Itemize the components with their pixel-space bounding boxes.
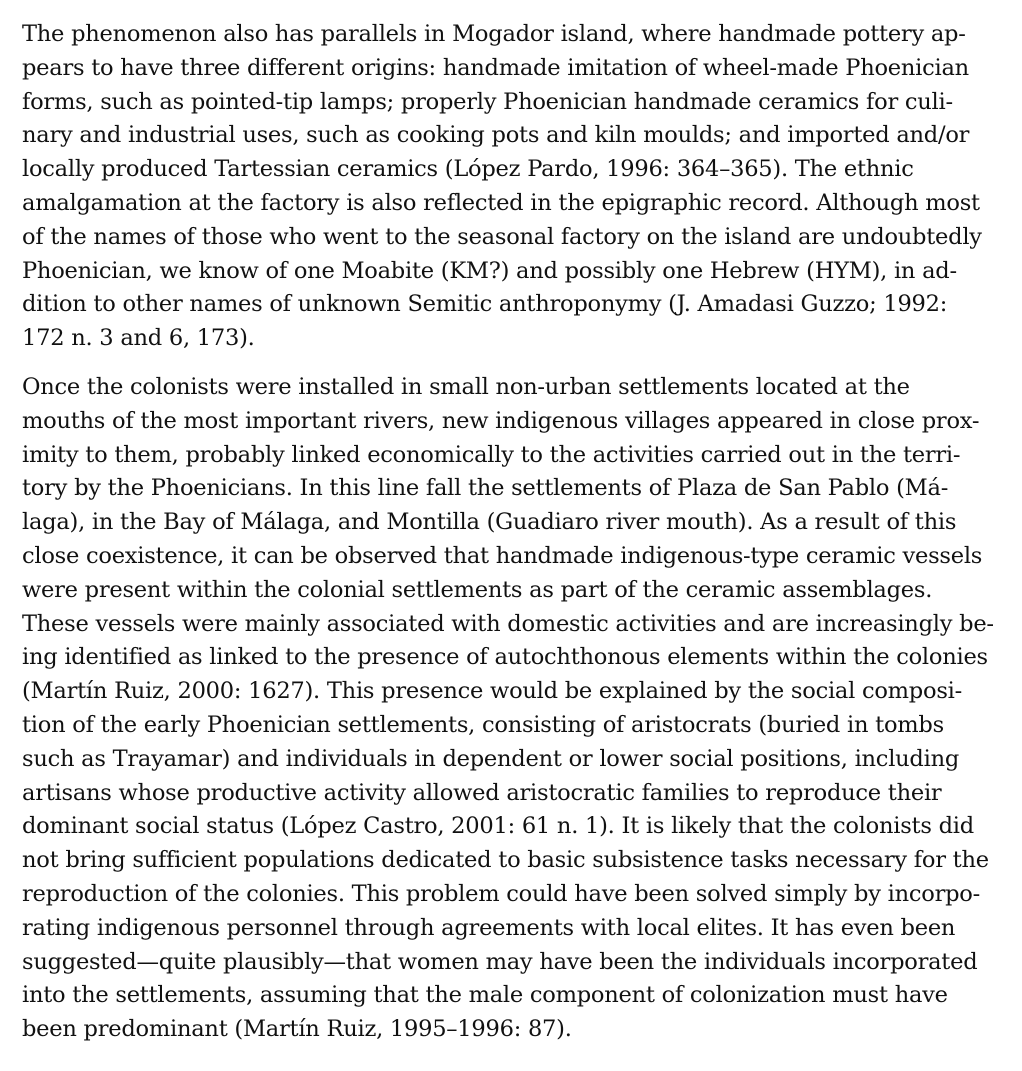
document-page bbox=[22, 18, 1002, 1047]
text-line: 172 n. 3 and 6, 173). bbox=[22, 325, 255, 352]
text-line: locally produced Tartessian ceramics (López Pardo, 1996: 364–365). The ethnic bbox=[22, 156, 914, 183]
text-line: of the names of those who went to the seasonal factory on the island are undoubtedly bbox=[22, 223, 982, 250]
text-line: pears to have three different origins: handmade imitation of wheel-made Phoenician bbox=[22, 54, 969, 81]
text-line: mouths of the most important rivers, new indigenous villages appeared in close prox- bbox=[22, 407, 980, 434]
text-line: dition to other names of unknown Semitic anthroponymy (J. Amadasi Guzzo; 1992: bbox=[22, 291, 948, 318]
paragraph-colonists bbox=[22, 371, 1002, 1047]
text-line: These vessels were mainly associated with domestic activities and are increasingly be- bbox=[22, 610, 994, 637]
text-line: not bring sufficient populations dedicated to basic subsistence tasks necessary for the bbox=[22, 847, 989, 874]
text-line: reproduction of the colonies. This problem could have been solved simply by incorpo- bbox=[22, 880, 980, 907]
text-line: been predominant (Martín Ruiz, 1995–1996: 87). bbox=[22, 1016, 572, 1043]
text-line: into the settlements, assuming that the male component of colonization must have bbox=[22, 982, 948, 1009]
text-line: suggested—quite plausibly—that women may have been the individuals incorporated bbox=[22, 948, 978, 975]
text-line: nary and industrial uses, such as cooking pots and kiln moulds; and imported and/or bbox=[22, 122, 970, 149]
text-line: The phenomenon also has parallels in Mogador island, where handmade pottery ap- bbox=[22, 21, 966, 47]
text-line: forms, such as pointed-tip lamps; properly Phoenician handmade ceramics for culi- bbox=[22, 88, 953, 115]
text-line: dominant social status (López Castro, 2001: 61 n. 1). It is likely that the colonists did bbox=[22, 813, 974, 840]
text-line: artisans whose productive activity allowed aristocratic families to reproduce their bbox=[22, 779, 942, 806]
text-line: tory by the Phoenicians. In this line fall the settlements of Plaza de San Pablo (Má- bbox=[22, 475, 949, 502]
text-line: Once the colonists were installed in small non-urban settlements located at the bbox=[22, 373, 910, 400]
text-line: such as Trayamar) and individuals in dependent or lower social positions, including bbox=[22, 745, 960, 772]
text-line: close coexistence, it can be observed that handmade indigenous-type ceramic vessels bbox=[22, 542, 983, 569]
text-line: rating indigenous personnel through agreements with local elites. It has even been bbox=[22, 914, 956, 941]
text-line: imity to them, probably linked economically to the activities carried out in the terri- bbox=[22, 441, 961, 468]
text-line: amalgamation at the factory is also reflected in the epigraphic record. Although most bbox=[22, 189, 980, 216]
text-line: ing identified as linked to the presence of autochthonous elements within the colonies bbox=[22, 644, 988, 671]
text-line: (Martín Ruiz, 2000: 1627). This presence would be explained by the social composi- bbox=[22, 678, 962, 705]
text-line: tion of the early Phoenician settlements, consisting of aristocrats (buried in tombs bbox=[22, 711, 944, 738]
paragraph-mogador bbox=[22, 18, 1002, 356]
text-line: were present within the colonial settlements as part of the ceramic assemblages. bbox=[22, 576, 933, 603]
text-line: Phoenician, we know of one Moabite (KM?) and possibly one Hebrew (HYM), in ad- bbox=[22, 257, 957, 284]
text-line: laga), in the Bay of Málaga, and Montilla (Guadiaro river mouth). As a result of this bbox=[22, 509, 957, 536]
